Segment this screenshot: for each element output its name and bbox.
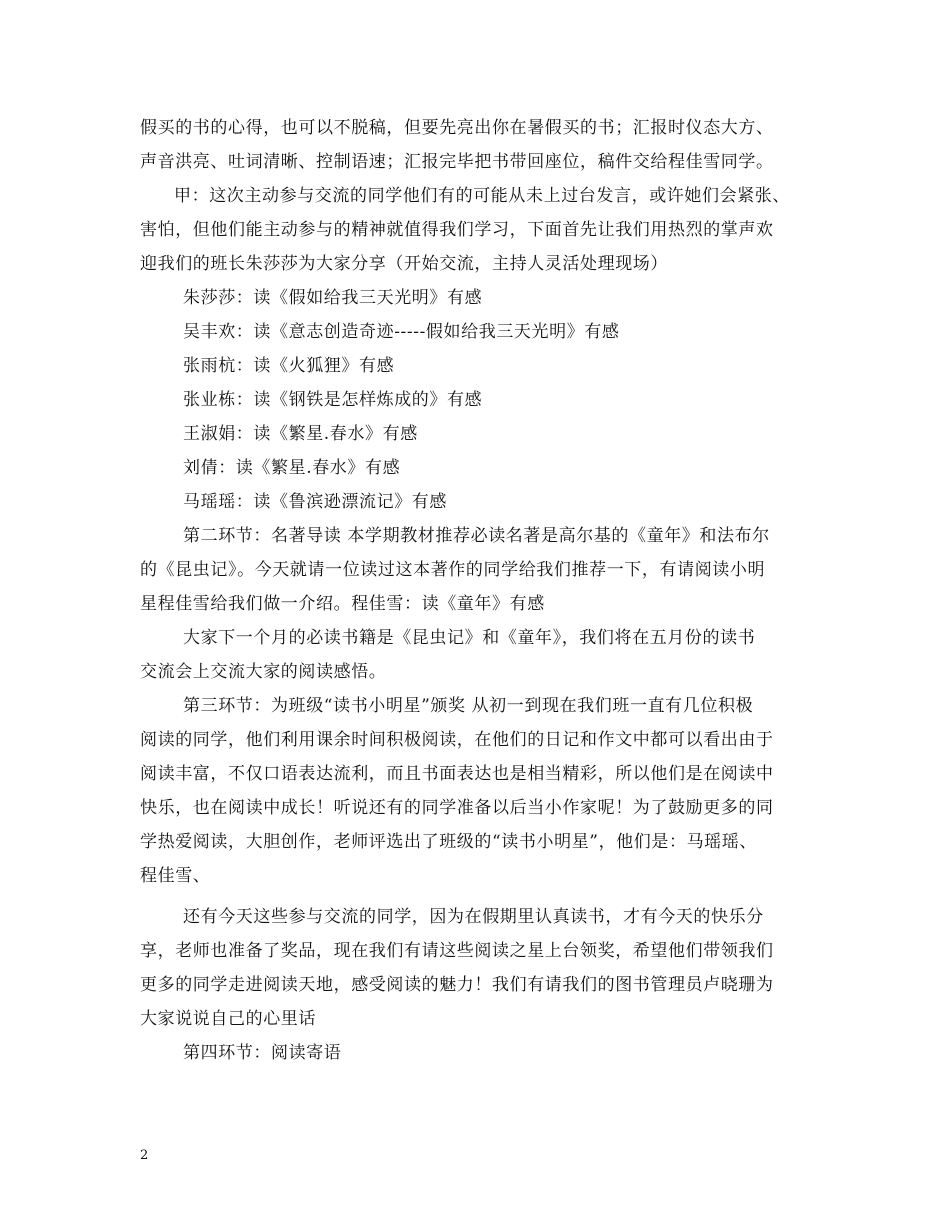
text-line: 第二环节：名著导读 本学期教材推荐必读名著是高尔基的《童年》和法布尔 xyxy=(183,526,770,546)
text-line: 朱莎莎：读《假如给我三天光明》有感 xyxy=(183,288,483,308)
text-line: 第三环节：为班级“读书小明星”颁奖 从初一到现在我们班一直有几位积极 xyxy=(183,696,754,716)
text-line: 吴丰欢：读《意志创造奇迹-----假如给我三天光明》有感 xyxy=(183,322,620,342)
text-line: 刘倩：读《繁星.春水》有感 xyxy=(183,458,401,478)
text-line: 害怕，但他们能主动参与的精神就值得我们学习，下面首先让我们用热烈的掌声欢 xyxy=(140,220,774,240)
text-line: 程佳雪、 xyxy=(140,866,211,886)
text-line: 第四环节：阅读寄语 xyxy=(183,1043,342,1063)
text-line: 马瑶瑶：读《鲁滨逊漂流记》有感 xyxy=(183,492,447,512)
text-line: 迎我们的班长朱莎莎为大家分享（开始交流，主持人灵活处理现场） xyxy=(140,254,668,274)
text-line: 甲：这次主动参与交流的同学他们有的可能从未上过台发言，或许她们会紧张、 xyxy=(174,186,790,206)
text-line: 大家说说自己的心里话 xyxy=(140,1009,316,1029)
text-line: 张雨杭：读《火狐狸》有感 xyxy=(183,356,395,376)
text-line: 声音洪亮、吐词清晰、控制语速；汇报完毕把书带回座位，稿件交给程佳雪同学。 xyxy=(140,152,774,172)
text-line: 快乐，也在阅读中成长！听说还有的同学准备以后当小作家呢！为了鼓励更多的同 xyxy=(140,798,774,818)
text-line: 更多的同学走进阅读天地，感受阅读的魅力！我们有请我们的图书管理员卢晓珊为 xyxy=(140,975,774,995)
text-line: 还有今天这些参与交流的同学，因为在假期里认真读书，才有今天的快乐分 xyxy=(183,907,764,927)
text-line: 假买的书的心得，也可以不脱稿，但要先亮出你在暑假买的书；汇报时仪态大方、 xyxy=(140,118,774,138)
text-line: 张业栋：读《钢铁是怎样炼成的》有感 xyxy=(183,390,483,410)
text-line: 大家下一个月的必读书籍是《昆虫记》和《童年》，我们将在五月份的读书 xyxy=(183,628,756,648)
text-line: 星程佳雪给我们做一介绍。程佳雪：读《童年》有感 xyxy=(140,594,545,614)
text-line: 交流会上交流大家的阅读感悟。 xyxy=(140,662,387,682)
text-line: 享，老师也准备了奖品，现在我们有请这些阅读之星上台领奖，希望他们带领我们 xyxy=(140,941,774,961)
text-line: 阅读的同学，他们利用课余时间积极阅读，在他们的日记和作文中都可以看出由于 xyxy=(140,730,774,750)
text-line: 学热爱阅读，大胆创作，老师评选出了班级的“读书小明星”，他们是：马瑶瑶、 xyxy=(140,832,757,852)
page-number: 2 xyxy=(140,1148,149,1163)
text-line: 阅读丰富，不仅口语表达流利，而且书面表达也是相当精彩，所以他们是在阅读中 xyxy=(140,764,774,784)
text-line: 的《昆虫记》。今天就请一位读过这本著作的同学给我们推荐一下，有请阅读小明 xyxy=(140,560,766,580)
text-line: 王淑娟：读《繁星.春水》有感 xyxy=(183,424,418,444)
